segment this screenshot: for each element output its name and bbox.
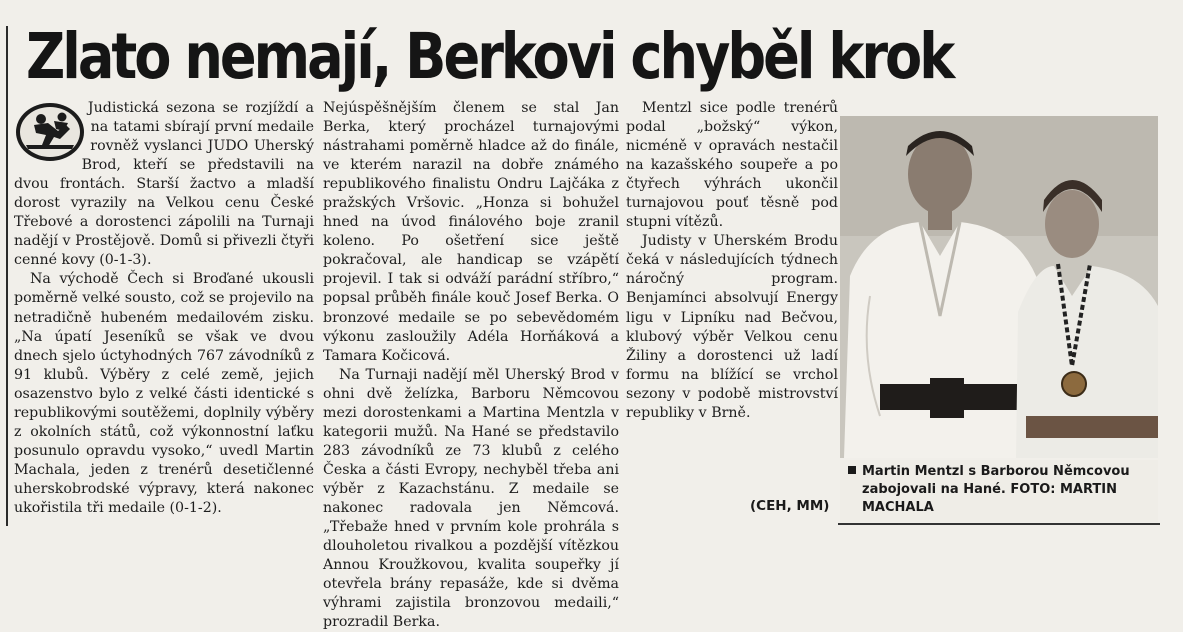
photo-judo-athletes (840, 116, 1158, 458)
article-paragraph: Mentzl sice podle trenérů podal „božský“ výkon, nicméně v opravách nestačil na kazašského soupeře a po čtyřech výhrách ukončil turnajovou pouť těsně pod stupni vítězů. (626, 100, 838, 231)
article-column-3 (626, 99, 838, 499)
page-edge-rule (6, 26, 8, 526)
photo-caption (840, 460, 1158, 522)
caption-line-3: MACHALA (862, 500, 934, 515)
article-column-2 (323, 99, 619, 631)
byline: (CEH, MM) (750, 498, 830, 514)
caption-line-2: zabojovali na Hané. FOTO: MARTIN (862, 482, 1117, 497)
photo-illustration (840, 116, 1158, 458)
judo-logo-icon (14, 101, 86, 163)
article-paragraph: Nejúspěšnějším členem se stal Jan Berka, který procházel turnajovými nástrahami poměrně hladce až do finále, ve kterém narazil na dobře známého republikového finalistu Ondru Lajčáka z pražských Vršovic. „Honza si bohužel hned na úvod finálového boje zranil koleno. Po ošetření sice ještě pokračoval, ale handicap se vzápětí projevil. I tak si odváží parádní stříbro,“ popsal průběh finále kouč Josef Berka. O bronzové medaile se po sebevědomém výkonu zasloužily Adéla Horňáková a Tamara Kočicová. (323, 100, 619, 364)
caption-bullet-icon (848, 466, 856, 474)
article-paragraph: Judistická sezona se rozjíždí a na tatami sbírají první medaile rovněž vyslanci JUDO Uherský Brod, kteří se představili na dvou frontách. Starší žactvo a mladší dorost vyrazily na Velkou cenu České Třebové a dorostenci zápolili na Turnaji nadějí v Prostějově. Domů si přivezli čtyři cenné kovy (0-1-3). (14, 100, 314, 269)
article-paragraph: Judisty v Uherském Brodu čeká v následujících týdnech náročný program. Benjamínci absolvují Energy ligu v Lipníku nad Bečvou, klubový výběr Velkou cenu Žiliny a dorostenci už ladí formu na blížící se vrchol sezony v podobě mistrovství republiky v Brně. (626, 233, 838, 421)
article-paragraph: Na východě Čech si Broďané ukousli poměrně velké sousto, což se projevilo na netradičně hubeném medailovém zisku. „Na úpatí Jeseníků se však ve dvou dnech sjelo úctyhodných 767 závodníků z 91 klubů. Výběry z celé země, jejich osazenstvo bylo z velké části identické s republikovými soutěžemi, doplnily výběry z okolních států, což výkonnostní laťku posunulo opravdu vysoko,“ uvedl Martin Machala, jeden z trenérů desetičlenné uherskobrodské výpravy, která nakonec ukořistila tři medaile (0-1-2). (14, 271, 314, 516)
headline: Zlato nemají, Berkovi chyběl krok (26, 20, 953, 93)
photo-bottom-rule (838, 523, 1160, 525)
caption-line-1: Martin Mentzl s Barborou Němcovou (862, 464, 1130, 479)
article-paragraph: Na Turnaji nadějí měl Uherský Brod v ohni dvě želízka, Barboru Němcovou mezi dorostenkami a Martina Mentzla v kategorii mužů. Na Hané se představilo 283 závodníků ze 73 klubů z celého Česka a části Evropy, nechyběl třeba ani výběr z Kazachstánu. Z medaile se nakonec radovala jen Němcová. „Třebaže hned v prvním kole prohrála s dlouholetou rivalkou a pozdější vítězkou Annou Kroužkovou, kvalita soupeřky jí otevřela brány repasáže, kde si dvěma výhrami zajistila bronzovou medaili,“ prozradil Berka. (323, 366, 619, 631)
article-column-1 (14, 99, 314, 519)
